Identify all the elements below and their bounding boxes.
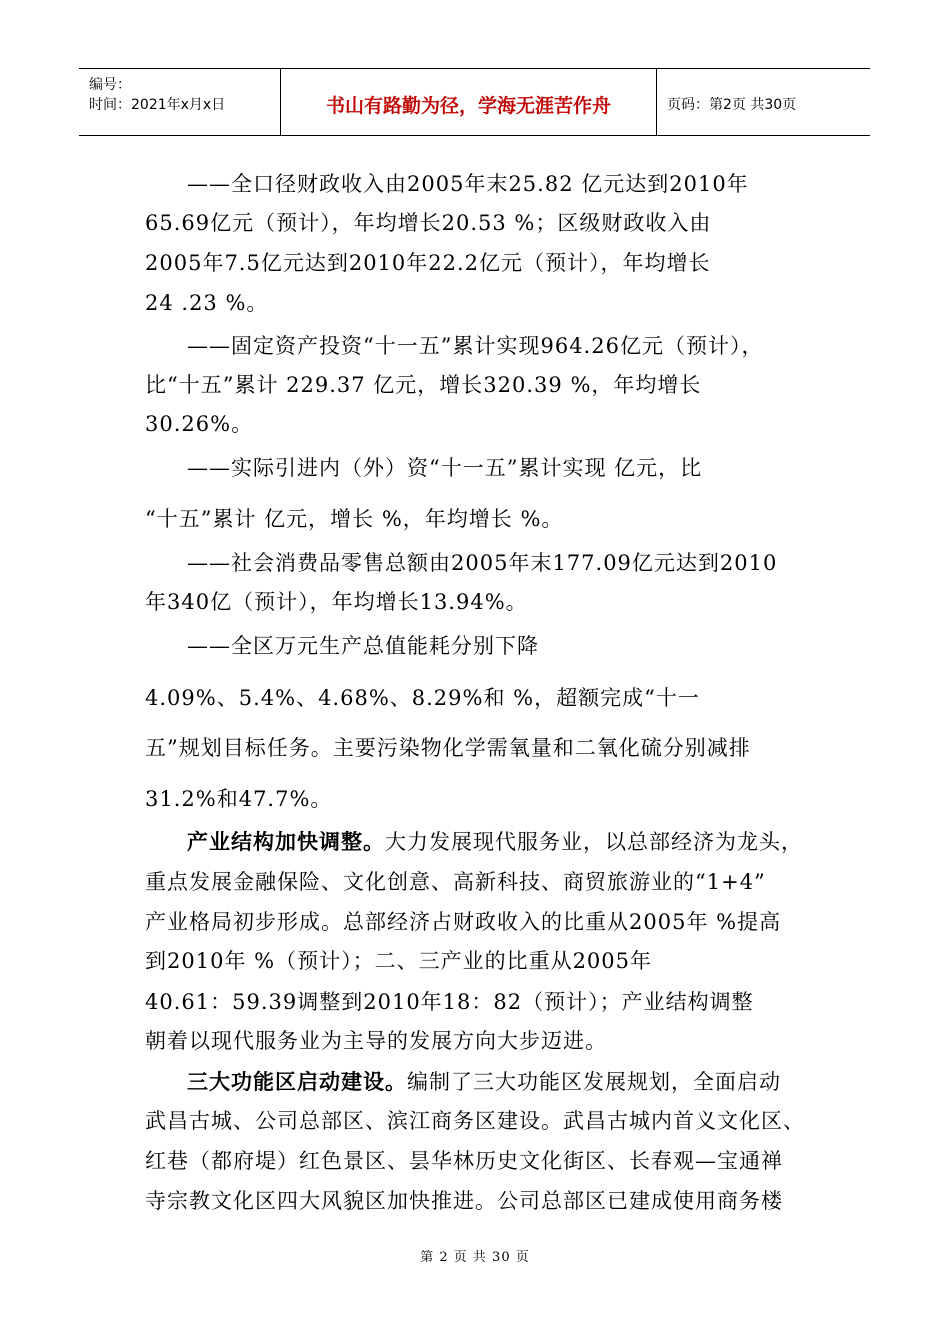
text-line: 24 .23 %。	[145, 291, 269, 315]
text-line: 红巷（都府堤）红色景区、昙华林历史文化街区、长春观—宝通禅	[145, 1149, 783, 1173]
text-line: ——实际引进内（外）资“十一五”累计实现 亿元，比	[187, 456, 703, 480]
text-line: 30.26%。	[145, 412, 254, 436]
page-footer: 第 2 页 共 30 页	[420, 1250, 530, 1265]
text-line: 产业格局初步形成。总部经济占财政收入的比重从2005年 %提高	[145, 910, 782, 934]
text-line: 4.09%、5.4%、4.68%、8.29%和 %，超额完成“十一	[145, 686, 700, 710]
text-line: ——全区万元生产总值能耗分别下降	[187, 634, 539, 658]
text-line: 31.2%和47.7%。	[145, 787, 333, 811]
section-heading: 三大功能区启动建设。	[187, 1070, 407, 1094]
text-line: “十五”累计 亿元，增长 %，年均增长 %。	[145, 507, 564, 531]
text-line: 到2010年 %（预计）；二、三产业的比重从2005年	[145, 949, 653, 973]
paragraph-first-line	[187, 1066, 852, 1096]
text-line: ——全口径财政收入由2005年末25.82 亿元达到2010年	[187, 172, 749, 196]
text-line: 武昌古城、公司总部区、滨江商务区建设。武昌古城内首义文化区、	[145, 1109, 805, 1133]
paragraph-first-line	[187, 826, 852, 856]
text-line: 比“十五”累计 229.37 亿元，增长320.39 %，年均增长	[145, 373, 702, 397]
number-label: 编号：	[89, 77, 131, 93]
date-label: 时间：2021年x月x日	[89, 97, 226, 113]
page-info: 页码：第2页 共30页	[667, 97, 797, 113]
motto: 书山有路勤为径，学海无涯苦作舟	[281, 69, 657, 135]
text-line: 年340亿（预计），年均增长13.94%。	[145, 590, 528, 614]
text-line: 朝着以现代服务业为主导的发展方向大步迈进。	[145, 1029, 607, 1053]
text-line: ——社会消费品零售总额由2005年末177.09亿元达到2010	[187, 551, 778, 575]
header-meta-cell	[79, 69, 281, 135]
text-line: 重点发展金融保险、文化创意、高新科技、商贸旅游业的“1+4”	[145, 870, 766, 894]
text-line: 65.69亿元（预计），年均增长20.53 %；区级财政收入由	[145, 211, 712, 235]
text-fragment: 大力发展现代服务业，以总部经济为龙头，	[385, 830, 803, 854]
document-header	[79, 68, 870, 136]
text-line: 2005年7.5亿元达到2010年22.2亿元（预计），年均增长	[145, 251, 711, 275]
text-line: ——固定资产投资“十一五”累计实现964.26亿元（预计），	[187, 334, 764, 358]
text-fragment: 编制了三大功能区发展规划，全面启动	[407, 1070, 781, 1094]
text-line: 五”规划目标任务。主要污染物化学需氧量和二氧化硫分别减排	[145, 736, 751, 760]
text-line: 40.61：59.39调整到2010年18：82（预计）；产业结构调整	[145, 990, 754, 1014]
section-heading: 产业结构加快调整。	[187, 830, 385, 854]
text-line: 寺宗教文化区四大风貌区加快推进。公司总部区已建成使用商务楼	[145, 1189, 783, 1213]
